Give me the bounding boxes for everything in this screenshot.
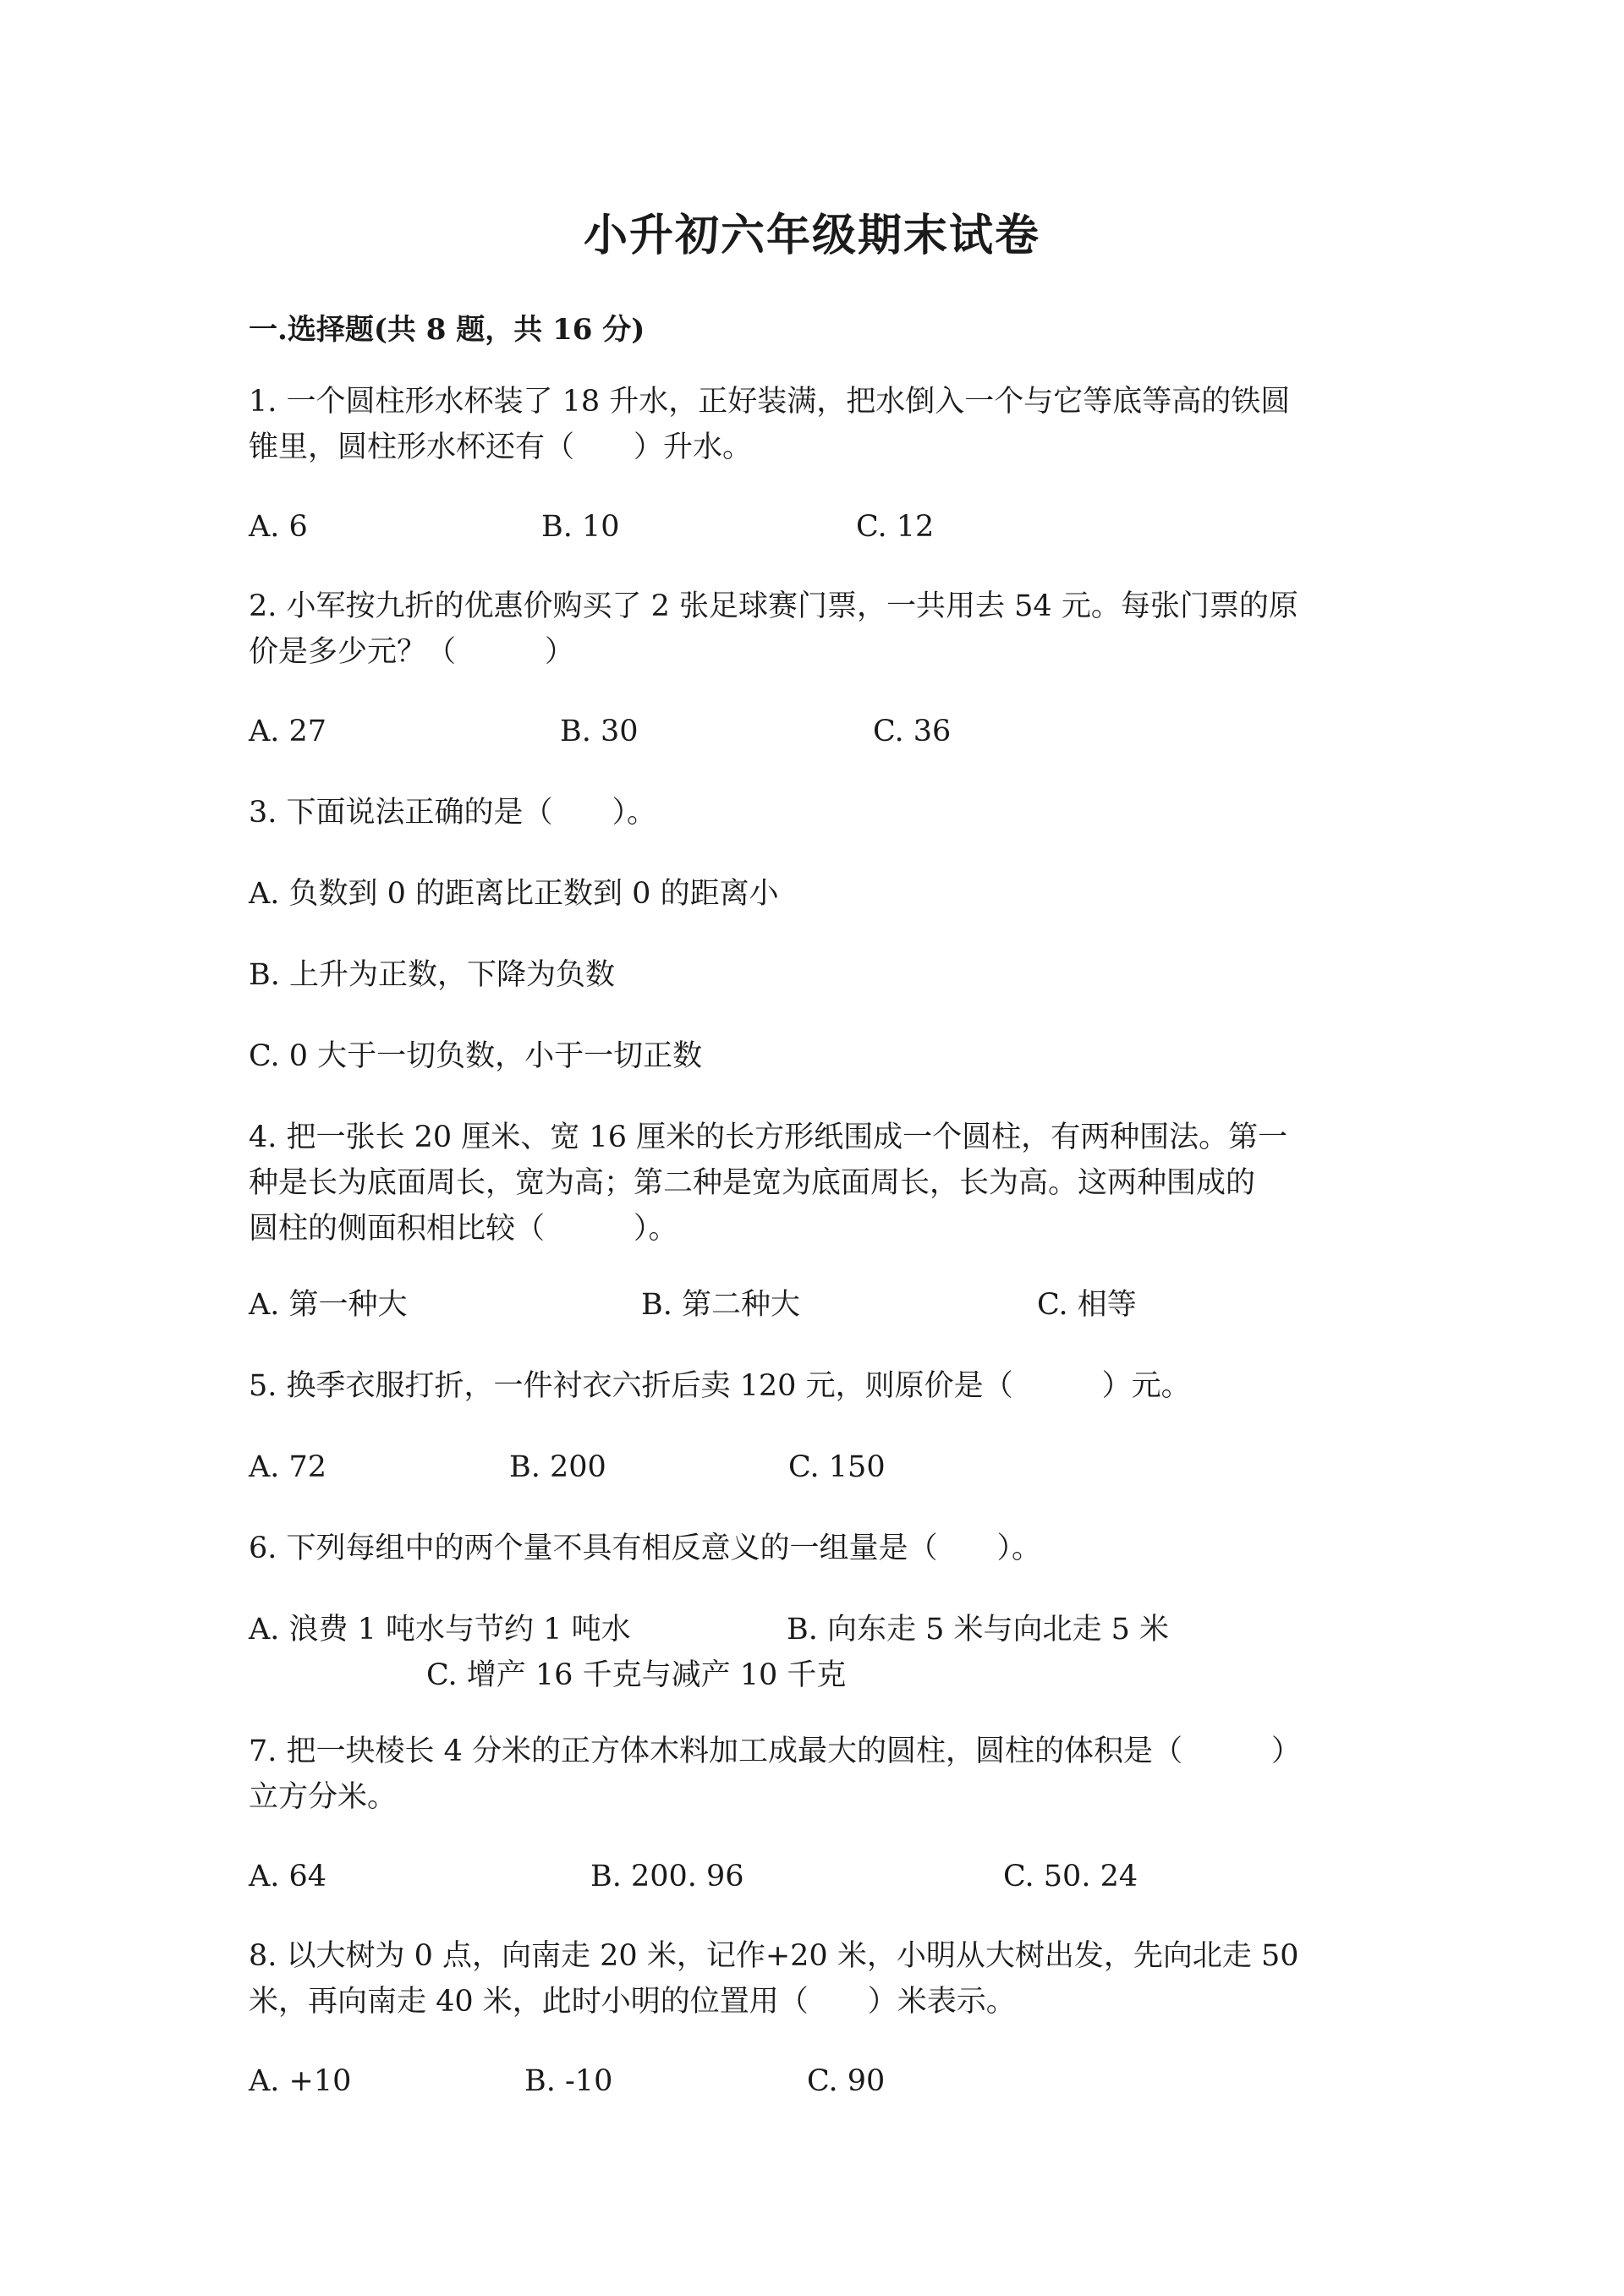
question-7-option-a: A. 64	[249, 1860, 327, 1893]
question-3	[249, 790, 1382, 836]
question-4	[249, 1115, 1382, 1252]
question-4-line-2: 种是长为底面周长，宽为高；第二种是宽为底面周长，长为高。这两种围成的	[249, 1166, 1256, 1200]
question-8-option-b: B. -10	[524, 2064, 613, 2098]
question-2-line-1: 2. 小军按九折的优惠价购买了 2 张足球赛门票，一共用去 54 元。每张门票的原	[249, 589, 1298, 623]
question-4-option-c: C. 相等	[1037, 1288, 1137, 1322]
page-title: 小升初六年级期末试卷	[583, 210, 1040, 261]
question-8	[249, 1933, 1382, 2025]
question-6-option-b: B. 向东走 5 米与向北走 5 米	[787, 1613, 1170, 1647]
question-6	[249, 1526, 1382, 1571]
question-5-option-a: A. 72	[249, 1450, 327, 1484]
question-2-option-a: A. 27	[249, 715, 327, 748]
question-4-option-a: A. 第一种大	[249, 1288, 408, 1322]
question-3-option-b: B. 上升为正数，下降为负数	[249, 958, 615, 992]
section-heading: 一.选择题(共 8 题，共 16 分)	[249, 313, 645, 347]
question-4-option-b: B. 第二种大	[641, 1288, 800, 1322]
question-3-option-c: C. 0 大于一切负数，小于一切正数	[249, 1039, 703, 1073]
question-1-option-a: A. 6	[249, 510, 308, 544]
question-1-option-c: C. 12	[856, 510, 935, 544]
question-8-line-2: 米，再向南走 40 米，此时小明的位置用（ ）米表示。	[249, 1985, 1016, 2019]
question-7-line-2: 立方分米。	[249, 1780, 398, 1814]
question-5-option-b: B. 200	[509, 1450, 606, 1484]
question-6-line-1: 6. 下列每组中的两个量不具有相反意义的一组量是（ ）。	[249, 1532, 1042, 1565]
question-1-line-2: 锥里，圆柱形水杯还有（ ）升水。	[249, 430, 753, 464]
question-2	[249, 584, 1382, 675]
question-6-option-c: C. 增产 16 千克与减产 10 千克	[426, 1658, 847, 1692]
question-5-line-1: 5. 换季衣服打折，一件衬衣六折后卖 120 元，则原价是（ ）元。	[249, 1369, 1191, 1403]
question-7	[249, 1729, 1382, 1820]
question-5	[249, 1363, 1382, 1409]
question-7-option-c: C. 50. 24	[1003, 1860, 1138, 1893]
question-3-line-1: 3. 下面说法正确的是（ ）。	[249, 796, 657, 830]
question-5-option-c: C. 150	[788, 1450, 886, 1484]
question-7-line-1: 7. 把一块棱长 4 分米的正方体木料加工成最大的圆柱，圆柱的体积是（ ）	[249, 1734, 1302, 1768]
question-1	[249, 379, 1382, 470]
question-8-option-c: C. 90	[807, 2064, 886, 2098]
question-2-line-2: 价是多少元？（ ）	[249, 635, 575, 669]
question-1-option-b: B. 10	[541, 510, 620, 544]
question-8-line-1: 8. 以大树为 0 点，向南走 20 米，记作+20 米，小明从大树出发，先向北走 50	[249, 1939, 1299, 1973]
question-8-option-a: A. +10	[249, 2064, 352, 2098]
question-2-option-b: B. 30	[560, 715, 639, 748]
question-1-line-1: 1. 一个圆柱形水杯装了 18 升水，正好装满，把水倒入一个与它等底等高的铁圆	[249, 385, 1291, 419]
question-4-line-1: 4. 把一张长 20 厘米、宽 16 厘米的长方形纸围成一个圆柱，有两种围法。第一	[249, 1121, 1288, 1154]
question-6-option-a: A. 浪费 1 吨水与节约 1 吨水	[249, 1613, 631, 1647]
question-7-option-b: B. 200. 96	[590, 1860, 744, 1893]
question-2-option-c: C. 36	[873, 715, 952, 748]
question-3-option-a: A. 负数到 0 的距离比正数到 0 的距离小	[249, 877, 779, 911]
question-4-line-3: 圆柱的侧面积相比较（ ）。	[249, 1212, 678, 1246]
